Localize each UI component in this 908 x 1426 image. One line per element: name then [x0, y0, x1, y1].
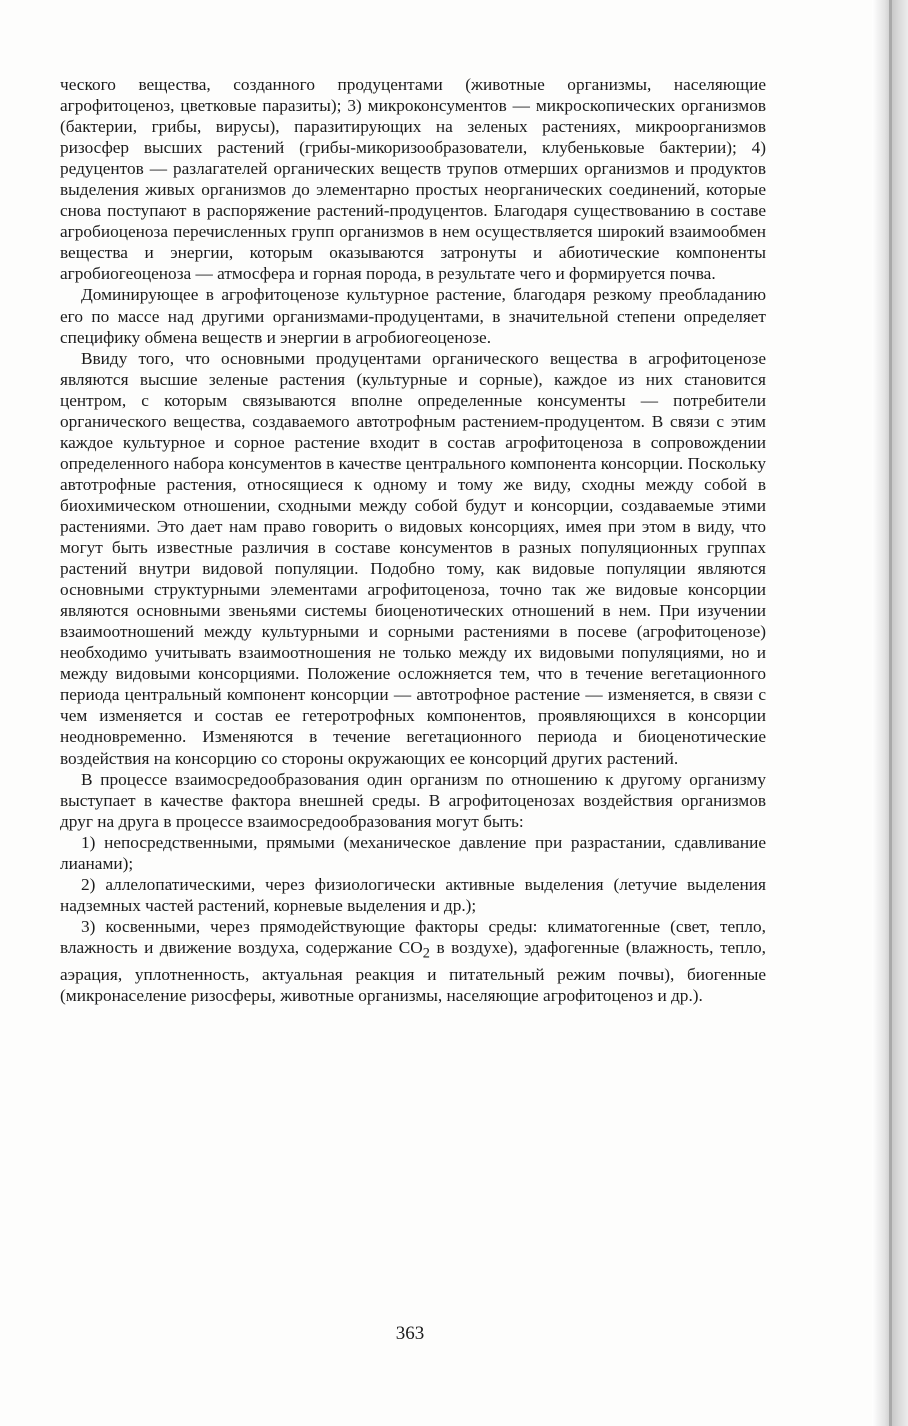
paragraph-consortia: Ввиду того, что основными продуцентами органического вещества в агрофитоценозе являются высшие зеленые растения (культурные и сорные), каждое из них становится центром, с которым связываются вполне определенные консументы — потребители органического вещества, создаваемого автотрофным растением-продуцентом. В связи с этим каждое культурное и сорное растение входит в состав агрофитоценоза в сопровождении определенного набора консументов в качестве центрального компонента консорции. Поскольку автотрофные растения, относящиеся к одному и тому же виду, сходны между собой в биохимическом отношении, сходными между собой будут и консорции, создаваемые этими растениями. Это дает нам право говорить о видовых консорциях, имея при этом в виду, что могут быть известные различия в составе консументов в разных популяционных группах растений внутри видовой популяции. Подобно тому, как видовые популяции являются основными структурными элементами агрофитоценоза, точно так же видовые консорции являются основными звеньями системы биоценотических отношений в нем. При изучении взаимоотношений между культурными и сорными растениями в посеве (агрофитоценозе) необходимо учитывать взаимоотношения не только между их видовыми популяциями, но и между видовыми консорциями. Положение осложняется тем, что в течение вегетационного периода центральный компонент консорции — автотрофное растение — изменяется, в связи с чем изменяется и состав ее гетеротрофных компонентов, проявляющихся в консорции неодновременно. Изменяются в течение вегетационного периода и биоценотические воздействия на консорцию со стороны окружающих ее консорций других растений.: [60, 348, 766, 768]
paragraph-consumers-reducers: ческого вещества, созданного продуцентами (животные организмы, населяющие агрофитоценоз, цветковые паразиты); 3) микроконсументов — микроскопических организмов (бактерии, грибы, вирусы), паразитирующих на зеленых растениях, микроорганизмов ризосфер высших растений (грибы-микоризообразователи, клубеньковые бактерии); 4) редуцентов — разлагателей органических веществ трупов отмерших организмов и продуктов выделения живых организмов до элементарно простых неорганических соединений, которые снова поступают в распоряжение растений-продуцентов. Благодаря существованию в составе агробиоценоза перечисленных групп организмов в нем осуществляется широкий взаимообмен вещества и энергии, которым оказываются затронуты и абиотические компоненты агробиогеоценоза — атмосфера и горная порода, в результате чего и формируется почва.: [60, 75, 766, 284]
list-item-direct: 1) непосредственными, прямыми (механическое давление при разрастании, сдавливание лианами);: [60, 832, 766, 873]
paragraph-dominant-plant: Доминирующее в агрофитоценозе культурное растение, благодаря резкому преобладанию его по массе над другими организмами-продуцентами, в значительной степени определяет специфику обмена веществ и энергии в агробиогеоценозе.: [60, 285, 766, 347]
list-item-allelopathic: 2) аллелопатическими, через физиологически активные выделения (летучие выделения надземных частей растений, корневые выделения и др.);: [60, 874, 766, 915]
list-item-indirect-text-after: в воздухе), эдафогенные (влажность, тепло, аэрация, уплотненность, актуальная реакция и питательный режим почвы), биогенные (микронаселение ризосферы, животные организмы, населяющие агрофитоценоз и др.).: [60, 937, 767, 1006]
list-item-indirect-text-before: 3) косвенными, через прямодействующие факторы среды: климатогенные (свет, тепло, влажность и движение воздуха, содержание CO: [60, 916, 766, 957]
list-item-indirect: [60, 916, 766, 1007]
scan-edge-line: [889, 0, 892, 1426]
page-number: 363: [395, 1323, 425, 1344]
paragraph-environment-formation: В процессе взаимосредообразования один организм по отношению к другому организму выступает в качестве фактора внешней среды. В агрофитоценозах воздействия организмов друг на друга в процессе взаимосредообразования могут быть:: [60, 769, 766, 831]
co2-subscript: 2: [422, 945, 430, 962]
body-text: [60, 74, 766, 1007]
